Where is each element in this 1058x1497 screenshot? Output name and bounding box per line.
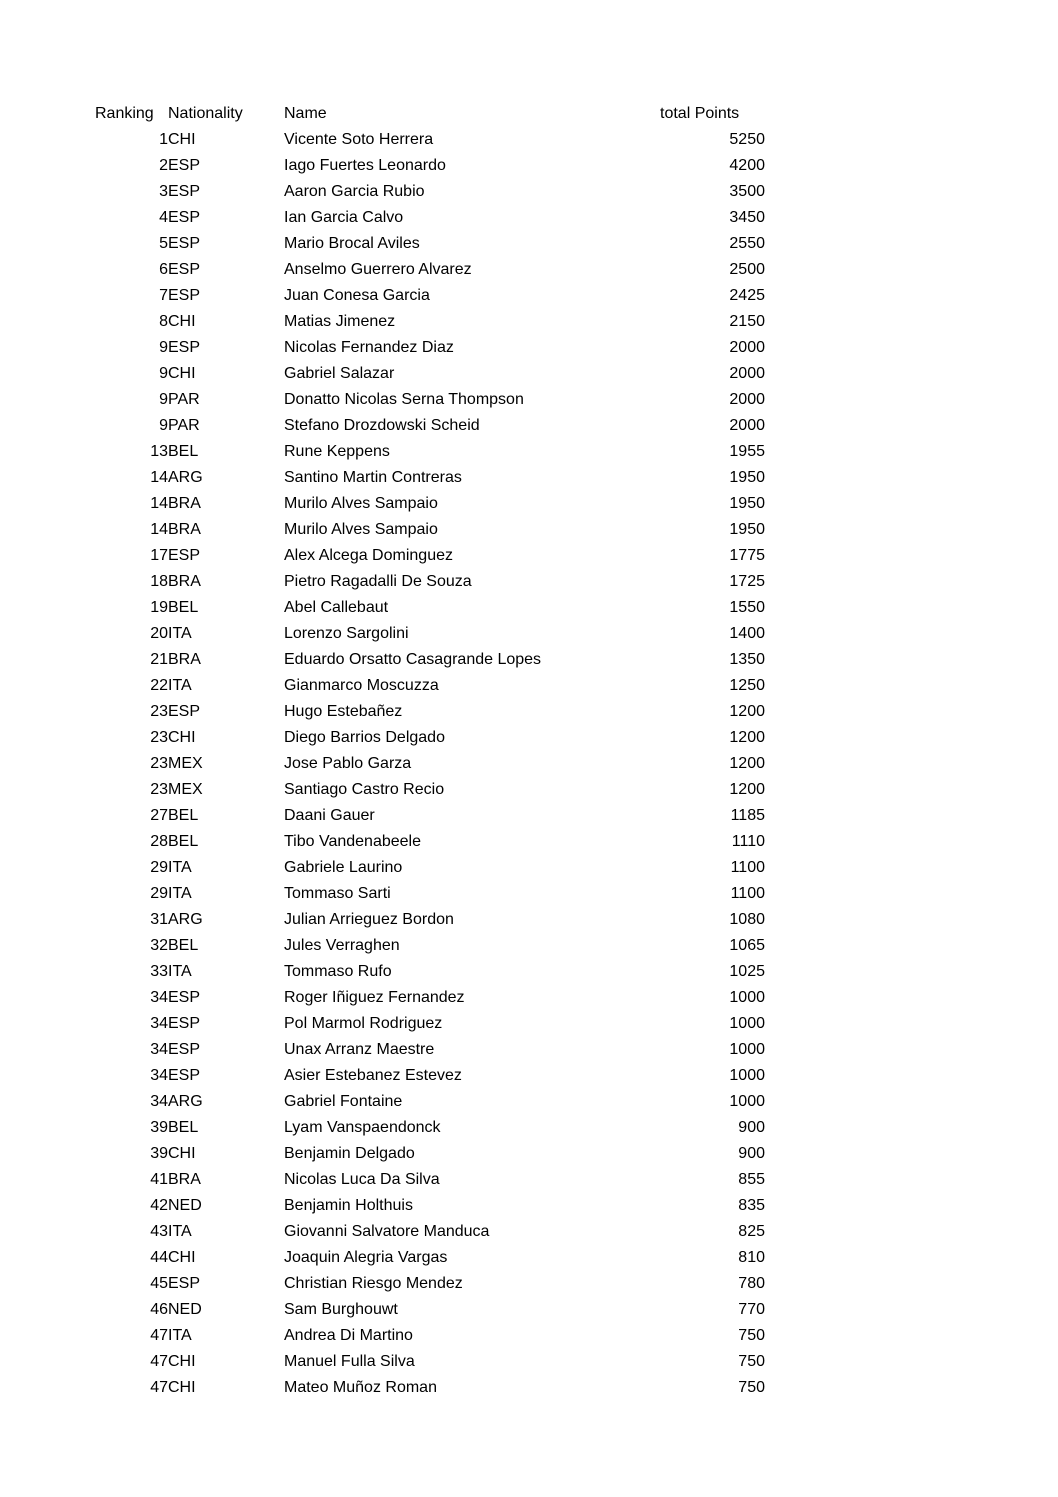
points-cell: 5250 bbox=[729, 131, 765, 148]
name-cell: Benjamin Delgado bbox=[284, 1145, 415, 1162]
table-row bbox=[95, 1141, 765, 1167]
nationality-cell: NED bbox=[168, 1301, 202, 1318]
name-cell: Tibo Vandenabeele bbox=[284, 833, 421, 850]
points-cell: 780 bbox=[738, 1275, 765, 1292]
nationality-cell: ITA bbox=[168, 677, 192, 694]
name-cell: Juan Conesa Garcia bbox=[284, 287, 430, 304]
table-row bbox=[95, 647, 765, 673]
points-cell: 1725 bbox=[729, 573, 765, 590]
name-cell: Hugo Estebañez bbox=[284, 703, 403, 720]
table-row bbox=[95, 1245, 765, 1271]
table-row bbox=[95, 829, 765, 855]
nationality-cell: ARG bbox=[168, 911, 203, 928]
nationality-cell: BEL bbox=[168, 1119, 199, 1136]
name-cell: Gianmarco Moscuzza bbox=[284, 677, 439, 694]
table-row bbox=[95, 985, 765, 1011]
rank-cell: 45 bbox=[150, 1275, 168, 1292]
rank-cell: 23 bbox=[150, 729, 168, 746]
nationality-cell: BEL bbox=[168, 937, 199, 954]
points-cell: 1200 bbox=[729, 781, 765, 798]
nationality-cell: CHI bbox=[168, 1379, 196, 1396]
name-cell: Andrea Di Martino bbox=[284, 1327, 413, 1344]
points-cell: 1950 bbox=[729, 495, 765, 512]
name-cell: Unax Arranz Maestre bbox=[284, 1041, 435, 1058]
table-row bbox=[95, 673, 765, 699]
table-row bbox=[95, 595, 765, 621]
nationality-cell: ITA bbox=[168, 625, 192, 642]
rank-cell: 34 bbox=[150, 1093, 168, 1110]
name-cell: Manuel Fulla Silva bbox=[284, 1353, 415, 1370]
name-cell: Diego Barrios Delgado bbox=[284, 729, 445, 746]
rank-cell: 47 bbox=[150, 1353, 168, 1370]
rank-cell: 28 bbox=[150, 833, 168, 850]
rank-cell: 14 bbox=[150, 469, 168, 486]
ranking-sheet bbox=[95, 101, 765, 1401]
points-cell: 750 bbox=[738, 1327, 765, 1344]
name-cell: Julian Arrieguez Bordon bbox=[284, 911, 454, 928]
table-row bbox=[95, 1115, 765, 1141]
points-cell: 1000 bbox=[729, 1093, 765, 1110]
rank-cell: 41 bbox=[150, 1171, 168, 1188]
nationality-cell: CHI bbox=[168, 729, 196, 746]
name-cell: Sam Burghouwt bbox=[284, 1301, 398, 1318]
table-row bbox=[95, 569, 765, 595]
nationality-cell: ITA bbox=[168, 963, 192, 980]
rank-cell: 14 bbox=[150, 495, 168, 512]
rank-cell: 13 bbox=[150, 443, 168, 460]
points-cell: 1100 bbox=[730, 859, 765, 876]
nationality-cell: ESP bbox=[168, 209, 201, 226]
table-row bbox=[95, 283, 765, 309]
nationality-cell: BEL bbox=[168, 833, 199, 850]
points-cell: 1065 bbox=[729, 937, 765, 954]
table-row bbox=[95, 335, 765, 361]
name-cell: Donatto Nicolas Serna Thompson bbox=[284, 391, 524, 408]
points-cell: 900 bbox=[738, 1145, 765, 1162]
nationality-cell: BRA bbox=[168, 651, 201, 668]
name-cell: Mario Brocal Aviles bbox=[284, 235, 420, 252]
rank-cell: 32 bbox=[150, 937, 168, 954]
table-row bbox=[95, 803, 765, 829]
ranking-table-body bbox=[95, 127, 765, 1401]
rank-cell: 22 bbox=[150, 677, 168, 694]
rank-cell: 4 bbox=[159, 209, 168, 226]
points-cell: 1110 bbox=[731, 833, 765, 850]
nationality-cell: ARG bbox=[168, 1093, 203, 1110]
rank-cell: 33 bbox=[150, 963, 168, 980]
table-row bbox=[95, 309, 765, 335]
points-cell: 1350 bbox=[729, 651, 765, 668]
nationality-cell: ARG bbox=[168, 469, 203, 486]
name-cell: Lyam Vanspaendonck bbox=[284, 1119, 441, 1136]
points-cell: 855 bbox=[738, 1171, 765, 1188]
nationality-cell: CHI bbox=[168, 1249, 196, 1266]
nationality-cell: ESP bbox=[168, 1015, 201, 1032]
name-cell: Gabriel Fontaine bbox=[284, 1093, 403, 1110]
nationality-cell: PAR bbox=[168, 391, 200, 408]
rank-cell: 34 bbox=[150, 1015, 168, 1032]
name-cell: Mateo Muñoz Roman bbox=[284, 1379, 437, 1396]
nationality-cell: ESP bbox=[168, 157, 201, 174]
table-row bbox=[95, 491, 765, 517]
nationality-cell: ESP bbox=[168, 1067, 201, 1084]
rank-cell: 18 bbox=[150, 573, 168, 590]
table-row bbox=[95, 127, 765, 153]
points-cell: 2000 bbox=[729, 339, 765, 356]
name-cell: Nicolas Fernandez Diaz bbox=[284, 339, 454, 356]
points-cell: 1950 bbox=[729, 469, 765, 486]
nationality-cell: ESP bbox=[168, 1041, 201, 1058]
rank-cell: 34 bbox=[150, 1067, 168, 1084]
table-row bbox=[95, 1167, 765, 1193]
points-cell: 1550 bbox=[729, 599, 765, 616]
ranking-table bbox=[95, 101, 765, 1401]
table-row bbox=[95, 439, 765, 465]
nationality-cell: ESP bbox=[168, 183, 201, 200]
points-cell: 750 bbox=[738, 1379, 765, 1396]
rank-cell: 7 bbox=[159, 287, 168, 304]
rank-cell: 3 bbox=[159, 183, 168, 200]
table-row bbox=[95, 1219, 765, 1245]
nationality-cell: ESP bbox=[168, 261, 201, 278]
name-cell: Santiago Castro Recio bbox=[284, 781, 445, 798]
name-cell: Gabriel Salazar bbox=[284, 365, 395, 382]
name-cell: Daani Gauer bbox=[284, 807, 375, 824]
name-cell: Santino Martin Contreras bbox=[284, 469, 462, 486]
nationality-cell: ESP bbox=[168, 287, 201, 304]
table-row bbox=[95, 1089, 765, 1115]
points-cell: 1000 bbox=[729, 1041, 765, 1058]
points-cell: 1000 bbox=[729, 1015, 765, 1032]
nationality-cell: BRA bbox=[168, 495, 201, 512]
table-row bbox=[95, 413, 765, 439]
nationality-cell: CHI bbox=[168, 1145, 196, 1162]
table-row bbox=[95, 465, 765, 491]
table-row bbox=[95, 1375, 765, 1401]
points-cell: 1200 bbox=[729, 703, 765, 720]
table-row bbox=[95, 881, 765, 907]
points-cell: 2000 bbox=[729, 365, 765, 382]
points-cell: 1775 bbox=[729, 547, 765, 564]
rank-cell: 2 bbox=[159, 157, 168, 174]
nationality-cell: CHI bbox=[168, 131, 196, 148]
rank-cell: 20 bbox=[150, 625, 168, 642]
name-cell: Abel Callebaut bbox=[284, 599, 389, 616]
points-cell: 2550 bbox=[729, 235, 765, 252]
points-cell: 3500 bbox=[729, 183, 765, 200]
name-cell: Jose Pablo Garza bbox=[284, 755, 412, 772]
table-row bbox=[95, 1037, 765, 1063]
table-row bbox=[95, 1193, 765, 1219]
rank-cell: 27 bbox=[150, 807, 168, 824]
table-row bbox=[95, 1323, 765, 1349]
header-ranking: Ranking bbox=[95, 105, 154, 122]
table-row bbox=[95, 387, 765, 413]
rank-cell: 31 bbox=[150, 911, 168, 928]
table-row bbox=[95, 777, 765, 803]
rank-cell: 23 bbox=[150, 781, 168, 798]
rank-cell: 47 bbox=[150, 1327, 168, 1344]
rank-cell: 39 bbox=[150, 1119, 168, 1136]
rank-cell: 21 bbox=[150, 651, 168, 668]
table-row bbox=[95, 1349, 765, 1375]
points-cell: 1000 bbox=[729, 1067, 765, 1084]
nationality-cell: BEL bbox=[168, 443, 199, 460]
table-row bbox=[95, 543, 765, 569]
nationality-cell: BRA bbox=[168, 1171, 201, 1188]
name-cell: Vicente Soto Herrera bbox=[284, 131, 434, 148]
points-cell: 1250 bbox=[729, 677, 765, 694]
nationality-cell: BRA bbox=[168, 521, 201, 538]
rank-cell: 29 bbox=[150, 885, 168, 902]
table-row bbox=[95, 855, 765, 881]
rank-cell: 47 bbox=[150, 1379, 168, 1396]
nationality-cell: BEL bbox=[168, 807, 199, 824]
points-cell: 2425 bbox=[729, 287, 765, 304]
table-row bbox=[95, 257, 765, 283]
nationality-cell: CHI bbox=[168, 1353, 196, 1370]
name-cell: Nicolas Luca Da Silva bbox=[284, 1171, 440, 1188]
rank-cell: 43 bbox=[150, 1223, 168, 1240]
name-cell: Aaron Garcia Rubio bbox=[284, 183, 425, 200]
name-cell: Matias Jimenez bbox=[284, 313, 396, 330]
points-cell: 1000 bbox=[729, 989, 765, 1006]
table-row bbox=[95, 205, 765, 231]
table-header-row bbox=[95, 101, 765, 127]
nationality-cell: ITA bbox=[168, 885, 192, 902]
nationality-cell: ESP bbox=[168, 989, 201, 1006]
table-row bbox=[95, 959, 765, 985]
points-cell: 1185 bbox=[730, 807, 765, 824]
points-cell: 2000 bbox=[729, 417, 765, 434]
nationality-cell: CHI bbox=[168, 313, 196, 330]
rank-cell: 19 bbox=[150, 599, 168, 616]
points-cell: 2000 bbox=[729, 391, 765, 408]
rank-cell: 1 bbox=[159, 131, 168, 148]
name-cell: Jules Verraghen bbox=[284, 937, 400, 954]
name-cell: Tommaso Rufo bbox=[284, 963, 392, 980]
points-cell: 1955 bbox=[729, 443, 765, 460]
name-cell: Lorenzo Sargolini bbox=[284, 625, 409, 642]
rank-cell: 8 bbox=[159, 313, 168, 330]
table-row bbox=[95, 1011, 765, 1037]
name-cell: Murilo Alves Sampaio bbox=[284, 495, 438, 512]
table-row bbox=[95, 361, 765, 387]
name-cell: Alex Alcega Dominguez bbox=[284, 547, 453, 564]
rank-cell: 5 bbox=[159, 235, 168, 252]
rank-cell: 14 bbox=[150, 521, 168, 538]
name-cell: Eduardo Orsatto Casagrande Lopes bbox=[284, 651, 542, 668]
name-cell: Stefano Drozdowski Scheid bbox=[284, 417, 480, 434]
nationality-cell: ITA bbox=[168, 1223, 192, 1240]
nationality-cell: NED bbox=[168, 1197, 202, 1214]
table-row bbox=[95, 231, 765, 257]
points-cell: 835 bbox=[738, 1197, 765, 1214]
points-cell: 1200 bbox=[729, 729, 765, 746]
nationality-cell: PAR bbox=[168, 417, 200, 434]
nationality-cell: ESP bbox=[168, 235, 201, 252]
points-cell: 810 bbox=[738, 1249, 765, 1266]
table-row bbox=[95, 1271, 765, 1297]
rank-cell: 9 bbox=[159, 417, 168, 434]
rank-cell: 29 bbox=[150, 859, 168, 876]
name-cell: Giovanni Salvatore Manduca bbox=[284, 1223, 490, 1240]
rank-cell: 6 bbox=[159, 261, 168, 278]
nationality-cell: CHI bbox=[168, 365, 196, 382]
nationality-cell: ITA bbox=[168, 1327, 192, 1344]
points-cell: 2500 bbox=[729, 261, 765, 278]
nationality-cell: MEX bbox=[168, 781, 203, 798]
nationality-cell: ESP bbox=[168, 1275, 201, 1292]
rank-cell: 44 bbox=[150, 1249, 168, 1266]
name-cell: Asier Estebanez Estevez bbox=[284, 1067, 462, 1084]
name-cell: Benjamin Holthuis bbox=[284, 1197, 413, 1214]
nationality-cell: ESP bbox=[168, 547, 201, 564]
name-cell: Pol Marmol Rodriguez bbox=[284, 1015, 443, 1032]
points-cell: 1950 bbox=[729, 521, 765, 538]
rank-cell: 9 bbox=[159, 391, 168, 408]
header-total-points: total Points bbox=[660, 105, 740, 122]
nationality-cell: ESP bbox=[168, 339, 201, 356]
points-cell: 1025 bbox=[729, 963, 765, 980]
nationality-cell: BRA bbox=[168, 573, 201, 590]
points-cell: 770 bbox=[738, 1301, 765, 1318]
rank-cell: 39 bbox=[150, 1145, 168, 1162]
rank-cell: 34 bbox=[150, 1041, 168, 1058]
points-cell: 1100 bbox=[730, 885, 765, 902]
rank-cell: 23 bbox=[150, 703, 168, 720]
header-name: Name bbox=[284, 105, 327, 122]
points-cell: 3450 bbox=[729, 209, 765, 226]
table-row bbox=[95, 1063, 765, 1089]
points-cell: 1200 bbox=[729, 755, 765, 772]
name-cell: Gabriele Laurino bbox=[284, 859, 403, 876]
ranking-table-head bbox=[95, 101, 765, 127]
name-cell: Murilo Alves Sampaio bbox=[284, 521, 438, 538]
points-cell: 825 bbox=[738, 1223, 765, 1240]
rank-cell: 23 bbox=[150, 755, 168, 772]
table-row bbox=[95, 699, 765, 725]
header-nationality: Nationality bbox=[168, 105, 243, 122]
rank-cell: 46 bbox=[150, 1301, 168, 1318]
rank-cell: 34 bbox=[150, 989, 168, 1006]
name-cell: Iago Fuertes Leonardo bbox=[284, 157, 446, 174]
points-cell: 1080 bbox=[729, 911, 765, 928]
points-cell: 4200 bbox=[729, 157, 765, 174]
nationality-cell: MEX bbox=[168, 755, 203, 772]
table-row bbox=[95, 1297, 765, 1323]
table-row bbox=[95, 933, 765, 959]
name-cell: Roger Iñiguez Fernandez bbox=[284, 989, 465, 1006]
nationality-cell: ESP bbox=[168, 703, 201, 720]
name-cell: Pietro Ragadalli De Souza bbox=[284, 573, 472, 590]
points-cell: 1400 bbox=[729, 625, 765, 642]
rank-cell: 9 bbox=[159, 365, 168, 382]
name-cell: Rune Keppens bbox=[284, 443, 390, 460]
table-row bbox=[95, 621, 765, 647]
points-cell: 2150 bbox=[729, 313, 765, 330]
rank-cell: 9 bbox=[159, 339, 168, 356]
table-row bbox=[95, 517, 765, 543]
name-cell: Anselmo Guerrero Alvarez bbox=[284, 261, 472, 278]
table-row bbox=[95, 153, 765, 179]
rank-cell: 17 bbox=[150, 547, 168, 564]
rank-cell: 42 bbox=[150, 1197, 168, 1214]
points-cell: 750 bbox=[738, 1353, 765, 1370]
nationality-cell: BEL bbox=[168, 599, 199, 616]
table-row bbox=[95, 179, 765, 205]
nationality-cell: ITA bbox=[168, 859, 192, 876]
table-row bbox=[95, 751, 765, 777]
name-cell: Tommaso Sarti bbox=[284, 885, 391, 902]
table-row bbox=[95, 725, 765, 751]
points-cell: 900 bbox=[738, 1119, 765, 1136]
name-cell: Joaquin Alegria Vargas bbox=[284, 1249, 448, 1266]
table-row bbox=[95, 907, 765, 933]
name-cell: Ian Garcia Calvo bbox=[284, 209, 404, 226]
name-cell: Christian Riesgo Mendez bbox=[284, 1275, 463, 1292]
